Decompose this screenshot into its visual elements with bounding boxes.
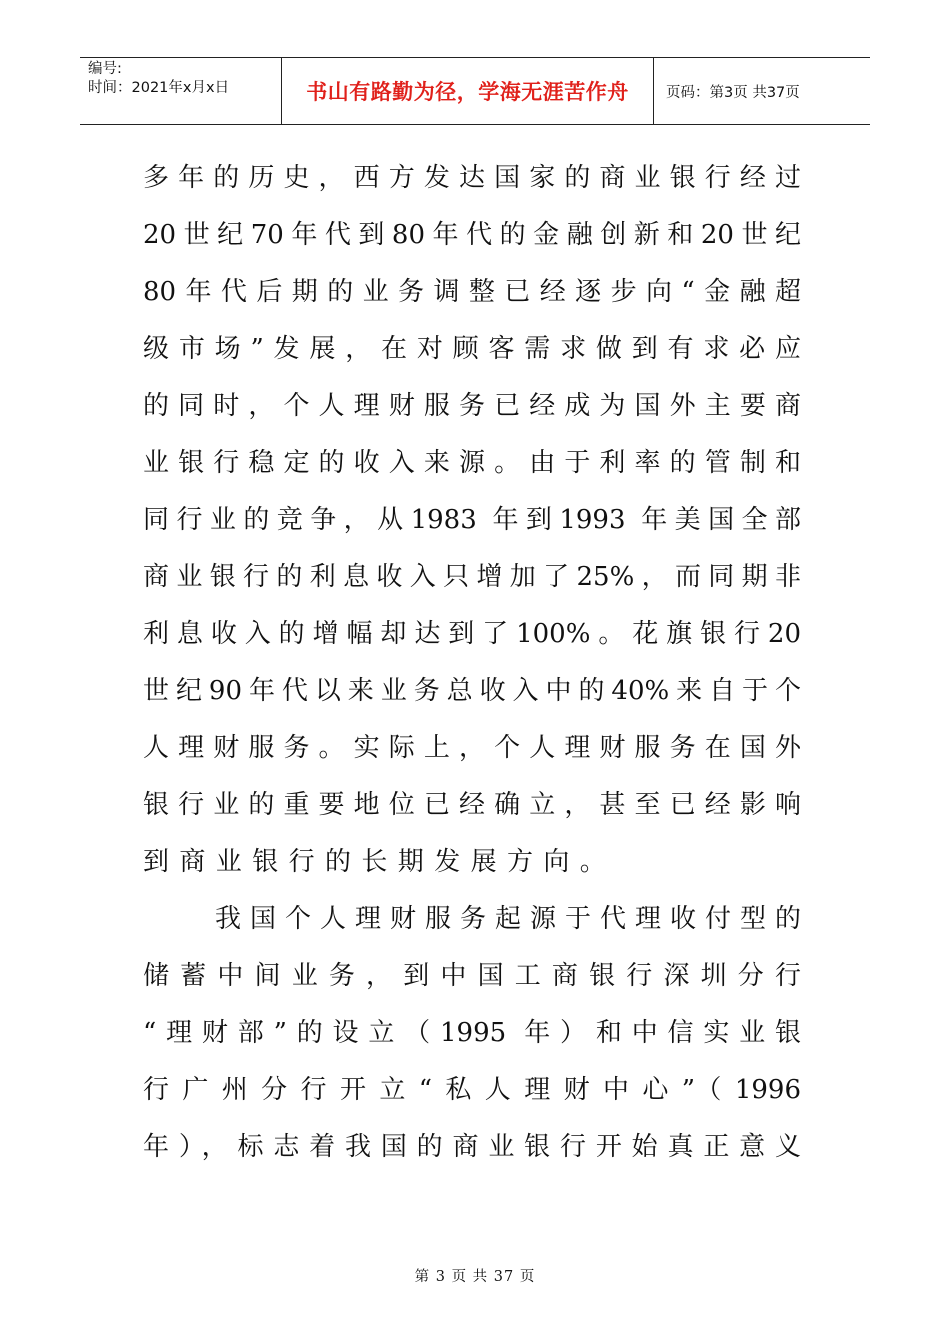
header-meta <box>80 58 281 124</box>
header-table <box>80 57 870 125</box>
body-line: 同行业的竞争，从1983 年到1993 年美国全部 <box>143 505 801 535</box>
body-line: 年），标志着我国的商业银行开始真正意义 <box>143 1132 801 1162</box>
document-body <box>143 150 801 1176</box>
header-page-info <box>654 58 870 124</box>
header-motto <box>281 58 654 124</box>
page-info-text: 页码：第3页 共37页 <box>666 84 800 101</box>
motto-text: 书山有路勤为径，学海无涯苦作舟 <box>306 80 629 104</box>
body-line-indent: 我国个人理财服务起源于代理收付型的 <box>215 904 801 934</box>
body-line: 人理财服务。实际上，个人理财服务在国外 <box>143 733 801 763</box>
body-line: 世纪90年代以来业务总收入中的40%来自于个 <box>143 676 801 706</box>
body-line: 的同时，个人理财服务已经成为国外主要商 <box>143 391 801 421</box>
body-line: 级市场”发展，在对顾客需求做到有求必应 <box>143 334 801 364</box>
page-footer <box>0 1265 950 1286</box>
body-line: 行广州分行开立“私人理财中心”（1996 <box>143 1075 801 1105</box>
footer-page-number: 第 3 页 共 37 页 <box>414 1269 536 1285</box>
body-line: 20世纪70年代到80年代的金融创新和20世纪 <box>143 220 801 250</box>
body-line: 商业银行的利息收入只增加了25%，而同期非 <box>143 562 801 592</box>
body-line: 多年的历史，西方发达国家的商业银行经过 <box>143 163 801 193</box>
body-line: 80年代后期的业务调整已经逐步向“金融超 <box>143 277 801 307</box>
serial-number-label: 编号: <box>88 61 122 77</box>
body-line: 银行业的重要地位已经确立，甚至已经影响 <box>143 790 801 820</box>
body-line: 到商业银行的长期发展方向。 <box>143 847 617 877</box>
body-line: 储蓄中间业务，到中国工商银行深圳分行 <box>143 961 801 991</box>
body-line: 利息收入的增幅却达到了100%。花旗银行20 <box>143 619 801 649</box>
body-line: 业银行稳定的收入来源。由于利率的管制和 <box>143 448 801 478</box>
date-label: 时间：2021年x月x日 <box>88 80 230 96</box>
body-line: “理财部”的设立（1995 年）和中信实业银 <box>143 1018 801 1048</box>
